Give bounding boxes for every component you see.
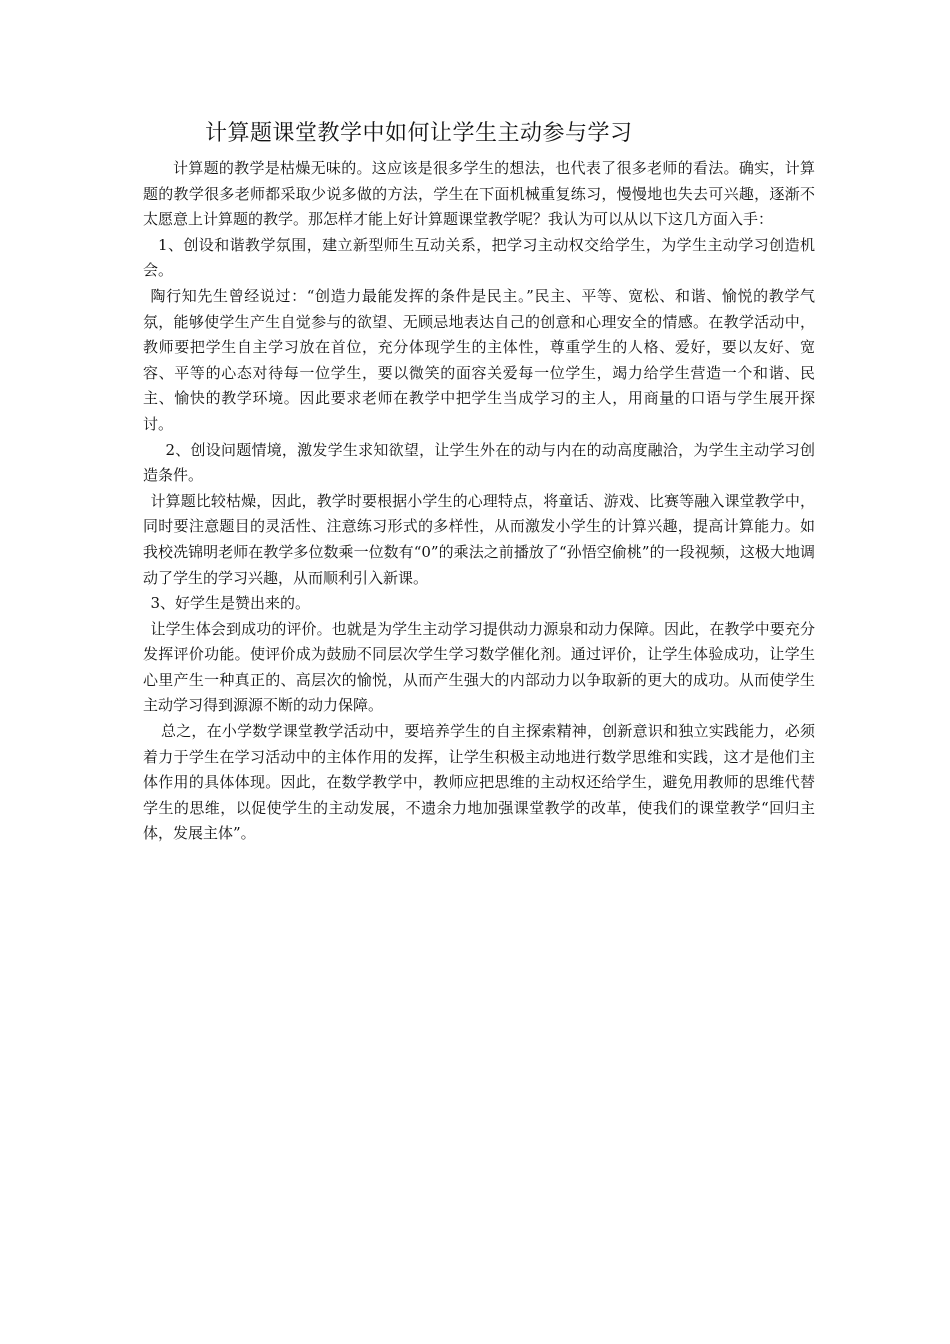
point-2-body: 计算题比较枯燥，因此，教学时要根据小学生的心理特点，将童话、游戏、比赛等融入课堂教学中，同时要注意题目的灵活性、注意练习形式的多样性，从而激发小学生的计算兴趣，提高计算能力。如我校冼锦明老师在教学多位数乘一位数有“0”的乘法之前播放了“孙悟空偷桃”的一段视频，这极大地调动了学生的学习兴趣，从而顺利引入新课。 [143, 491, 815, 587]
point-3-heading: 3、好学生是赞出来的。 [150, 594, 311, 613]
point-2-heading: 2、创设问题情境，激发学生求知欲望，让学生外在的动与内在的动高度融洽，为学生主动学习创造条件。 [143, 440, 815, 485]
point-1-heading: 1、创设和谐教学氛围，建立新型师生互动关系，把学习主动权交给学生，为学生主动学习创造机会。 [143, 235, 815, 280]
document-title: 计算题课堂教学中如何让学生主动参与学习 [205, 121, 633, 146]
point-1-body: 陶行知先生曾经说过：“创造力最能发挥的条件是民主。”民主、平等、宽松、和谐、愉悦的教学气氛，能够使学生产生自觉参与的欲望、无顾忌地表达自己的创意和心理安全的情感。在教学活动中，教师要把学生自主学习放在首位，充分体现学生的主体性，尊重学生的人格、爱好，要以友好、宽容、平等的心态对待每一位学生，要以微笑的面容关爱每一位学生，竭力给学生营造一个和谐、民主、愉快的教学环境。因此要求老师在教学中把学生当成学习的主人，用商量的口语与学生展开探讨。 [143, 286, 815, 433]
point-3-body: 让学生体会到成功的评价。也就是为学生主动学习提供动力源泉和动力保障。因此，在教学中要充分发挥评价功能。使评价成为鼓励不同层次学生学习数学催化剂。通过评价，让学生体验成功，让学生心里产生一种真正的、高层次的愉悦，从而产生强大的内部动力以争取新的更大的成功。从而使学生主动学习得到源源不断的动力保障。 [143, 619, 815, 715]
conclusion-paragraph: 总之，在小学数学课堂教学活动中，要培养学生的自主探索精神，创新意识和独立实践能力，必须着力于学生在学习活动中的主体作用的发挥，让学生积极主动地进行数学思维和实践，这才是他们主体作用的具体体现。因此，在数学教学中，教师应把思维的主动权还给学生，避免用教师的思维代替学生的思维，以促使学生的主动发展，不遗余力地加强课堂教学的改革，使我们的课堂教学“回归主体，发展主体”。 [143, 722, 815, 843]
intro-paragraph: 计算题的教学是枯燥无味的。这应该是很多学生的想法，也代表了很多老师的看法。确实，计算题的教学很多老师都采取少说多做的方法，学生在下面机械重复练习，慢慢地也失去可兴趣，逐渐不太愿意上计算题的教学。那怎样才能上好计算题课堂教学呢？我认为可以从以下这几方面入手： [143, 159, 815, 229]
document-page [143, 118, 815, 847]
